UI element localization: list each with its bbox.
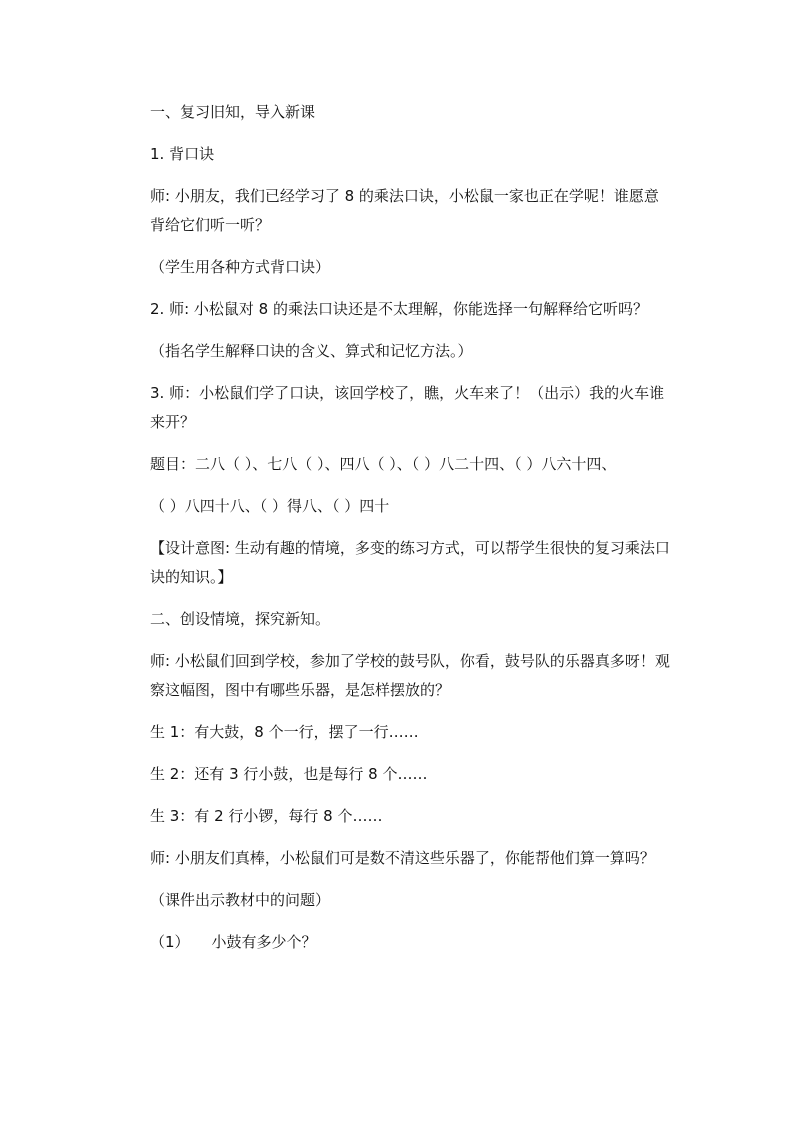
question-line: （ ）八四十八、（ ）得八、（ ）四十 — [150, 497, 390, 515]
student-response: 生 3：有 2 行小锣，每行 8 个…… — [150, 807, 383, 825]
teacher-dialogue: 3. 师：小松鼠们学了口诀，该回学校了，瞧，火车来了！（出示）我的火车谁来开？ — [150, 384, 665, 431]
student-response: 生 2：还有 3 行小鼓，也是每行 8 个…… — [150, 765, 428, 783]
activity-note: （课件出示教材中的问题） — [150, 891, 331, 909]
section-heading: 一、复习旧知，导入新课 — [150, 103, 316, 121]
activity-note: （指名学生解释口诀的含义、算式和记忆方法。） — [150, 342, 473, 360]
design-intent-note: 【设计意图: 生动有趣的情境，多变的练习方式，可以帮学生很快的复习乘法口诀的知识。】 — [150, 539, 670, 586]
question-number: （1） — [150, 933, 190, 951]
question-text: 小鼓有多少个？ — [211, 933, 317, 951]
section-heading: 二、创设情境，探究新知。 — [150, 610, 331, 628]
question-line: 题目：二八（ ）、七八（ ）、四八（ ）、（ ）八二十四、（ ）八六十四、 — [150, 455, 617, 473]
student-response: 生 1：有大鼓，8 个一行，摆了一行…… — [150, 723, 419, 741]
activity-note: （学生用各种方式背口诀） — [150, 258, 331, 276]
step-heading: 1. 背口诀 — [150, 145, 215, 163]
document-body — [150, 98, 670, 970]
teacher-dialogue: 师: 小松鼠们回到学校，参加了学校的鼓号队，你看，鼓号队的乐器真多呀！观察这幅图，图中有哪些乐器，是怎样摆放的？ — [150, 652, 670, 699]
teacher-dialogue: 师: 小朋友，我们已经学习了 8 的乘法口诀，小松鼠一家也正在学呢！谁愿意背给它们听一听？ — [150, 187, 659, 234]
teacher-dialogue: 师: 小朋友们真棒，小松鼠们可是数不清这些乐器了，你能帮他们算一算吗？ — [150, 849, 655, 867]
teacher-dialogue: 2. 师: 小松鼠对 8 的乘法口诀还是不太理解，你能选择一句解释给它听吗？ — [150, 300, 648, 318]
numbered-question — [150, 928, 670, 957]
